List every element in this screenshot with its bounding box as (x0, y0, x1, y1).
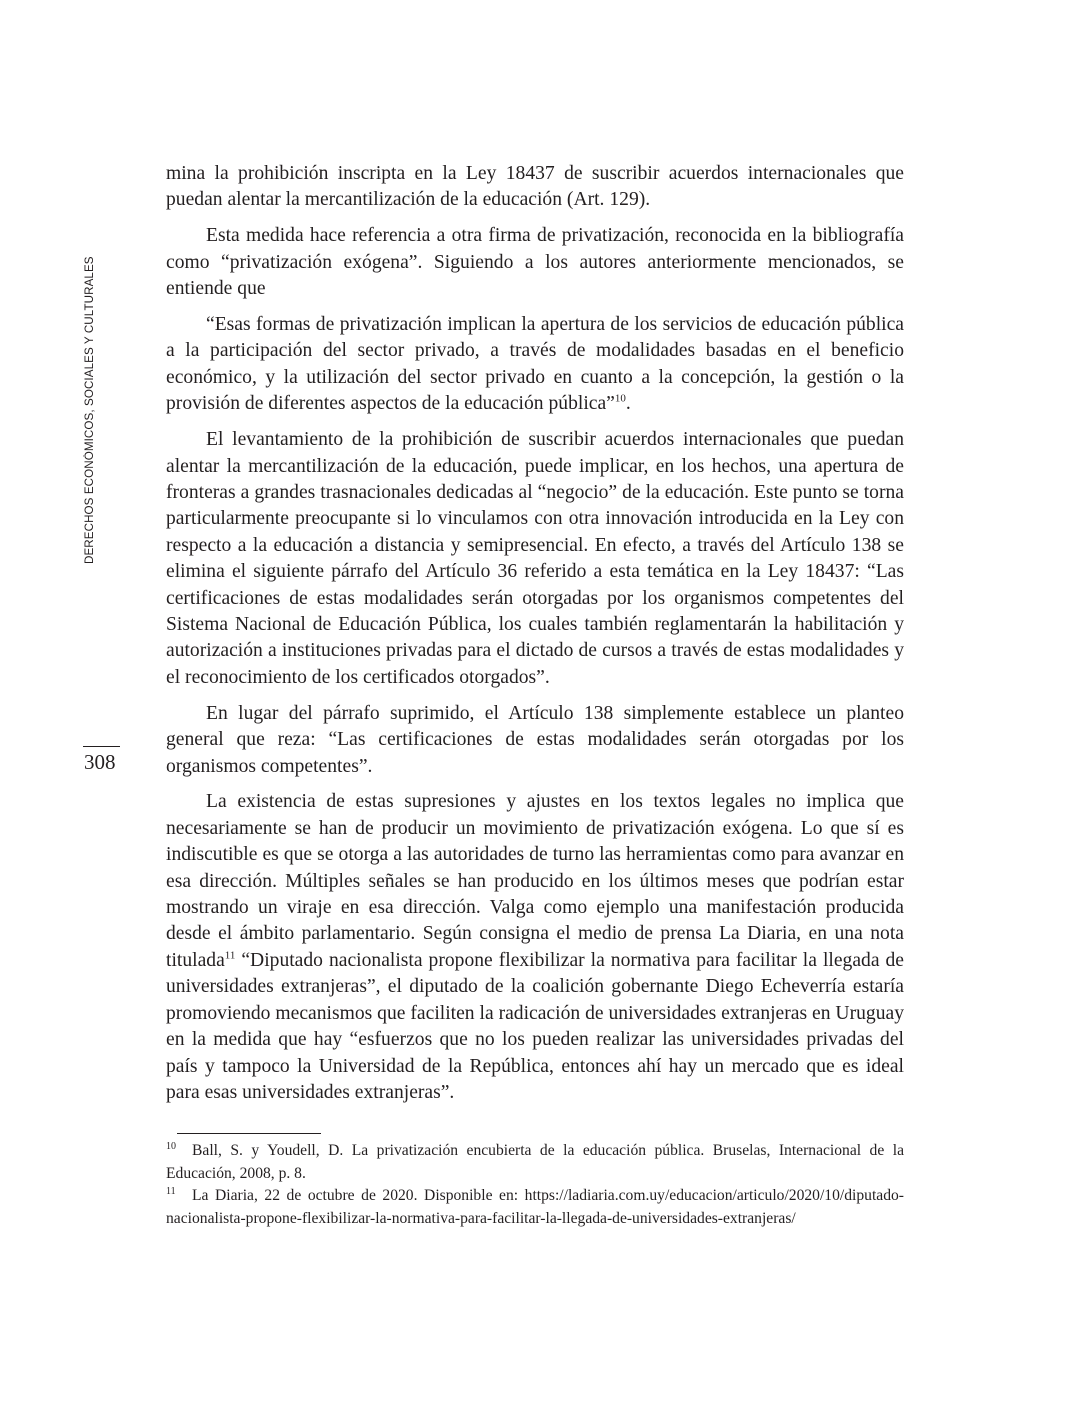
footnote-11 (166, 1185, 904, 1230)
page-number: 308 (84, 750, 116, 774)
paragraph-1: mina la prohibición inscripta en la Ley 18437 de suscribir acuerdos internacionales que puedan alentar la mercantilización de la educación (Art. 129). (166, 163, 904, 211)
footnote-number: 11 (166, 1186, 176, 1197)
paragraph-4: El levantamiento de la prohibición de suscribir acuerdos internacionales que puedan alentar la mercantilización de la educación, puede implicar, en los hechos, una apertura de fronteras a grandes trasnacionales dedicadas al “negocio” de la educación. Este punto se torna particularmente preocupante si lo vinculamos con otra innovación introducida en la Ley con respecto a la educación a distancia y semipresencial. En efecto, a través del Artículo 138 se elimina el siguiente párrafo del Artículo 36 referido a esta temática en la Ley 18437: “Las certificaciones de estas modalidades serán otorgadas por los organismos competentes del Sistema Nacional de Educación Pública, los cuales también reglamentarán la habilitación y autorización a instituciones privadas para el dictado de cursos a través de estas modalidades y el reconocimiento de los certificados otorgados”. (166, 429, 904, 688)
paragraph-quote (166, 312, 904, 418)
footnotes (166, 1140, 904, 1230)
footnote-10 (166, 1140, 904, 1185)
paragraph-2: Esta medida hace referencia a otra firma de privatización, reconocida en la bibliografía como “privatización exógena”. Siguiendo a los autores anteriormente mencionados, se entiende que (166, 225, 904, 300)
footnote-number: 10 (166, 1141, 176, 1152)
footnote-separator (177, 1133, 321, 1134)
paragraph-6-end: “Diputado nacionalista propone flexibilizar la normativa para facilitar la llegada de universidades extranjeras”, el diputado de la coalición gobernante Diego Echeverría estaría promoviendo mecanismos que faciliten la radicación de universidades extranjeras en Uruguay en la medida que hay “esfuerzos que no los pueden realizar las universidades privadas del país y tampoco la Universidad de la República, entonces ahí hay un mercado que es ideal para esas universidades extranjeras”. (166, 949, 904, 1103)
quote-text: “Esas formas de privatización implican la apertura de los servicios de educación pública a la participación del sector privado, a través de modalidades basadas en el beneficio económico, y la utilización del sector privado en cuanto a la concepción, la gestión o la provisión de diferentes aspectos de la educación pública” (166, 314, 904, 415)
paragraph-6 (166, 789, 904, 1106)
footnote-ref-10[interactable]: 10 (614, 392, 626, 405)
running-header-vertical: DERECHOS ECONÓMICOS, SOCIALES Y CULTURALES (83, 256, 96, 564)
footnote-text: Ball, S. y Youdell, D. La privatización encubierta de la educación pública. Bruselas, Internacional de la Educación, 2008, p. 8. (166, 1142, 904, 1182)
quote-end: . (625, 393, 631, 415)
body-text (166, 161, 904, 1116)
paragraph-5: En lugar del párrafo suprimido, el Artículo 138 simplemente establece un planteo general que reza: “Las certificaciones de estas modalidades serán otorgadas por los organismos competentes”. (166, 702, 904, 777)
footnote-text[interactable]: La Diaria, 22 de octubre de 2020. Disponible en: https://ladiaria.com.uy/educacion/articulo/2020/10/diputado-nacionalista-propone-flexibilizar-la-normativa-para-facilitar-la-llegada-de-universidades-extranjeras/ (166, 1187, 904, 1227)
paragraph-6-start: La existencia de estas supresiones y ajustes en los textos legales no implica que necesariamente se han de producir un movimiento de privatización exógena. Lo que sí es indiscutible es que se otorga a las autoridades de turno las herramientas como para avanzar en esa dirección. Múltiples señales se han producido en los últimos meses que podrían estar mostrando un viraje en esa dirección. Valga como ejemplo una manifestación producida desde el ámbito parlamentario. Según consigna el medio de prensa La Diaria, en una nota titulada (166, 791, 904, 971)
footnote-ref-11[interactable]: 11 (224, 949, 236, 962)
page-number-rule (83, 746, 120, 747)
